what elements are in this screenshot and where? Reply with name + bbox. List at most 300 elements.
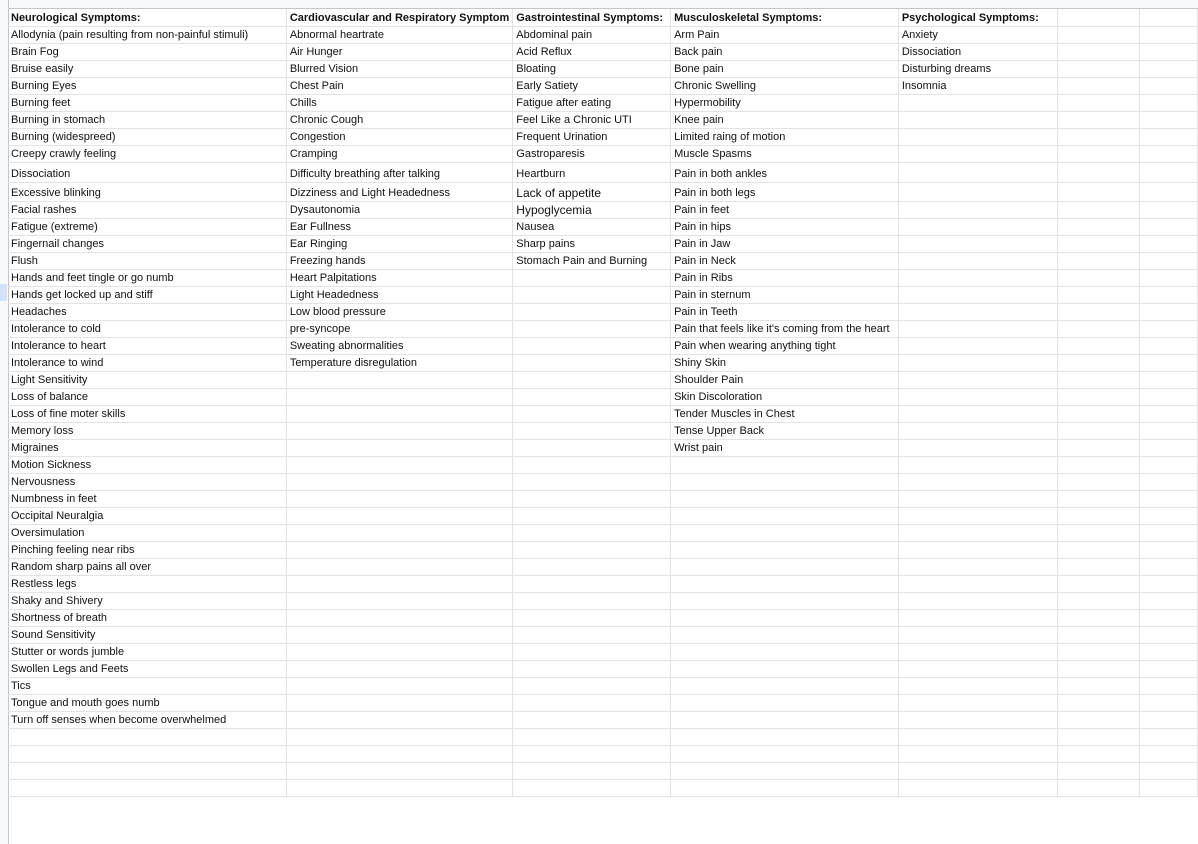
cell[interactable]: Lack of appetite: [513, 182, 671, 201]
cell[interactable]: Chronic Cough: [286, 111, 512, 128]
cell[interactable]: Pain in feet: [671, 201, 899, 218]
cell[interactable]: [898, 218, 1057, 235]
cell[interactable]: [898, 728, 1057, 745]
cell[interactable]: [898, 473, 1057, 490]
cell[interactable]: [286, 456, 512, 473]
cell[interactable]: Tics: [8, 677, 286, 694]
cell[interactable]: Gastroparesis: [513, 145, 671, 162]
cell[interactable]: [898, 711, 1057, 728]
cell[interactable]: [1140, 252, 1198, 269]
cell[interactable]: [286, 524, 512, 541]
cell[interactable]: [671, 524, 899, 541]
cell[interactable]: [671, 456, 899, 473]
cell[interactable]: Cramping: [286, 145, 512, 162]
cell[interactable]: [1058, 26, 1140, 43]
cell[interactable]: [286, 371, 512, 388]
cell[interactable]: [671, 507, 899, 524]
cell[interactable]: [1058, 303, 1140, 320]
cell[interactable]: [898, 354, 1057, 371]
cell[interactable]: [1058, 60, 1140, 77]
cell[interactable]: [671, 694, 899, 711]
cell[interactable]: [1058, 541, 1140, 558]
cell[interactable]: Muscle Spasms: [671, 145, 899, 162]
cell[interactable]: [286, 558, 512, 575]
cell[interactable]: [671, 728, 899, 745]
cell[interactable]: [898, 779, 1057, 796]
cell[interactable]: Pain in Teeth: [671, 303, 899, 320]
cell[interactable]: [286, 405, 512, 422]
cell[interactable]: Excessive blinking: [8, 182, 286, 201]
cell[interactable]: Pain that feels like it's coming from the heart: [671, 320, 899, 337]
cell[interactable]: [1058, 252, 1140, 269]
cell[interactable]: Hands and feet tingle or go numb: [8, 269, 286, 286]
cell[interactable]: [513, 558, 671, 575]
cell[interactable]: [286, 473, 512, 490]
cell[interactable]: [898, 252, 1057, 269]
cell[interactable]: [1140, 694, 1198, 711]
cell[interactable]: [1058, 490, 1140, 507]
cell[interactable]: Blurred Vision: [286, 60, 512, 77]
cell[interactable]: [671, 660, 899, 677]
cell[interactable]: [286, 643, 512, 660]
cell[interactable]: [1140, 303, 1198, 320]
cell[interactable]: Pinching feeling near ribs: [8, 541, 286, 558]
cell[interactable]: Light Sensitivity: [8, 371, 286, 388]
cell[interactable]: Numbness in feet: [8, 490, 286, 507]
cell[interactable]: [1058, 609, 1140, 626]
column-header-cell[interactable]: Cardiovascular and Respiratory Symptom: [286, 9, 512, 26]
cell[interactable]: [898, 162, 1057, 182]
cell[interactable]: [1140, 337, 1198, 354]
cell[interactable]: Fingernail changes: [8, 235, 286, 252]
cell[interactable]: [1140, 439, 1198, 456]
cell[interactable]: [1140, 677, 1198, 694]
cell[interactable]: Heartburn: [513, 162, 671, 182]
cell[interactable]: pre-syncope: [286, 320, 512, 337]
cell[interactable]: [513, 524, 671, 541]
cell[interactable]: Turn off senses when become overwhelmed: [8, 711, 286, 728]
cell[interactable]: [513, 507, 671, 524]
cell[interactable]: [1140, 422, 1198, 439]
cell[interactable]: [671, 762, 899, 779]
cell[interactable]: [1140, 182, 1198, 201]
cell[interactable]: Chronic Swelling: [671, 77, 899, 94]
cell[interactable]: Allodynia (pain resulting from non-painful stimuli): [8, 26, 286, 43]
cell[interactable]: [1140, 575, 1198, 592]
cell[interactable]: [513, 473, 671, 490]
cell[interactable]: [1058, 111, 1140, 128]
cell[interactable]: [1058, 286, 1140, 303]
cell[interactable]: [1058, 745, 1140, 762]
cell[interactable]: Sound Sensitivity: [8, 626, 286, 643]
cell[interactable]: [898, 320, 1057, 337]
cell[interactable]: [898, 609, 1057, 626]
cell[interactable]: [1140, 26, 1198, 43]
cell[interactable]: [1140, 77, 1198, 94]
cell[interactable]: [898, 745, 1057, 762]
cell[interactable]: Tense Upper Back: [671, 422, 899, 439]
cell[interactable]: [671, 745, 899, 762]
cell[interactable]: Insomnia: [898, 77, 1057, 94]
cell[interactable]: [1140, 235, 1198, 252]
cell[interactable]: Pain when wearing anything tight: [671, 337, 899, 354]
cell[interactable]: [286, 745, 512, 762]
cell[interactable]: [513, 269, 671, 286]
cell[interactable]: Creepy crawly feeling: [8, 145, 286, 162]
cell[interactable]: [1140, 354, 1198, 371]
cell[interactable]: [1140, 779, 1198, 796]
cell[interactable]: [1058, 643, 1140, 660]
cell[interactable]: Abnormal heartrate: [286, 26, 512, 43]
cell[interactable]: Chills: [286, 94, 512, 111]
cell[interactable]: Pain in Jaw: [671, 235, 899, 252]
cell[interactable]: [1058, 660, 1140, 677]
cell[interactable]: [671, 558, 899, 575]
cell[interactable]: Abdominal pain: [513, 26, 671, 43]
cell[interactable]: [513, 286, 671, 303]
cell[interactable]: Dizziness and Light Headedness: [286, 182, 512, 201]
cell[interactable]: Restless legs: [8, 575, 286, 592]
cell[interactable]: [1140, 371, 1198, 388]
cell[interactable]: [286, 609, 512, 626]
cell[interactable]: [286, 660, 512, 677]
cell[interactable]: Skin Discoloration: [671, 388, 899, 405]
cell[interactable]: [513, 320, 671, 337]
cell[interactable]: [286, 779, 512, 796]
cell[interactable]: [671, 490, 899, 507]
cell[interactable]: [671, 626, 899, 643]
cell[interactable]: Hypermobility: [671, 94, 899, 111]
cell[interactable]: [898, 762, 1057, 779]
cell[interactable]: [513, 388, 671, 405]
cell[interactable]: [898, 660, 1057, 677]
cell[interactable]: Intolerance to cold: [8, 320, 286, 337]
cell[interactable]: [671, 677, 899, 694]
cell[interactable]: [1058, 218, 1140, 235]
cell[interactable]: Dissociation: [898, 43, 1057, 60]
cell[interactable]: Loss of fine moter skills: [8, 405, 286, 422]
cell[interactable]: [671, 609, 899, 626]
cell[interactable]: [513, 677, 671, 694]
cell[interactable]: Difficulty breathing after talking: [286, 162, 512, 182]
cell[interactable]: [898, 643, 1057, 660]
cell[interactable]: Back pain: [671, 43, 899, 60]
cell[interactable]: Frequent Urination: [513, 128, 671, 145]
cell[interactable]: [513, 592, 671, 609]
cell[interactable]: [1140, 660, 1198, 677]
cell[interactable]: [1058, 388, 1140, 405]
cell[interactable]: [1058, 456, 1140, 473]
cell[interactable]: [1140, 162, 1198, 182]
cell[interactable]: [898, 145, 1057, 162]
cell[interactable]: [286, 388, 512, 405]
cell[interactable]: Burning feet: [8, 94, 286, 111]
cell[interactable]: [513, 779, 671, 796]
cell[interactable]: [513, 354, 671, 371]
cell[interactable]: [8, 779, 286, 796]
cell[interactable]: Swollen Legs and Feets: [8, 660, 286, 677]
cell[interactable]: [898, 558, 1057, 575]
cell[interactable]: [286, 728, 512, 745]
cell[interactable]: Temperature disregulation: [286, 354, 512, 371]
cell[interactable]: Knee pain: [671, 111, 899, 128]
cell[interactable]: [898, 337, 1057, 354]
cell[interactable]: [1058, 728, 1140, 745]
cell[interactable]: [898, 388, 1057, 405]
column-header-cell[interactable]: [1140, 9, 1198, 26]
cell[interactable]: Ear Fullness: [286, 218, 512, 235]
cell[interactable]: Freezing hands: [286, 252, 512, 269]
cell[interactable]: [513, 643, 671, 660]
cell[interactable]: [898, 507, 1057, 524]
cell[interactable]: Chest Pain: [286, 77, 512, 94]
cell[interactable]: Pain in both ankles: [671, 162, 899, 182]
cell[interactable]: [1058, 439, 1140, 456]
cell[interactable]: [1140, 43, 1198, 60]
cell[interactable]: [1058, 592, 1140, 609]
cell[interactable]: [1058, 575, 1140, 592]
column-header-strip[interactable]: [0, 0, 1198, 9]
cell[interactable]: Headaches: [8, 303, 286, 320]
cell[interactable]: [898, 182, 1057, 201]
cell[interactable]: Pain in sternum: [671, 286, 899, 303]
cell[interactable]: [1140, 762, 1198, 779]
cell[interactable]: [513, 609, 671, 626]
cell[interactable]: [513, 660, 671, 677]
cell[interactable]: Sharp pains: [513, 235, 671, 252]
cell[interactable]: [513, 337, 671, 354]
cell[interactable]: [286, 439, 512, 456]
cell[interactable]: Limited raing of motion: [671, 128, 899, 145]
cell[interactable]: [1058, 711, 1140, 728]
cell[interactable]: Tongue and mouth goes numb: [8, 694, 286, 711]
cell[interactable]: Shortness of breath: [8, 609, 286, 626]
cell[interactable]: [898, 456, 1057, 473]
cell[interactable]: [513, 745, 671, 762]
cell[interactable]: [1140, 405, 1198, 422]
cell[interactable]: Bone pain: [671, 60, 899, 77]
cell[interactable]: Low blood pressure: [286, 303, 512, 320]
cell[interactable]: [898, 128, 1057, 145]
cell[interactable]: [513, 541, 671, 558]
cell[interactable]: [1140, 286, 1198, 303]
column-header-cell[interactable]: Musculoskeletal Symptoms:: [671, 9, 899, 26]
cell[interactable]: [513, 303, 671, 320]
cell[interactable]: [1058, 128, 1140, 145]
cell[interactable]: [1140, 269, 1198, 286]
cell[interactable]: [286, 541, 512, 558]
cell[interactable]: Nausea: [513, 218, 671, 235]
cell[interactable]: Feel Like a Chronic UTI: [513, 111, 671, 128]
cell[interactable]: Oversimulation: [8, 524, 286, 541]
cell[interactable]: [671, 711, 899, 728]
cell[interactable]: [1140, 145, 1198, 162]
cell[interactable]: [898, 694, 1057, 711]
cell[interactable]: [1058, 762, 1140, 779]
cell[interactable]: [898, 94, 1057, 111]
cell[interactable]: Bloating: [513, 60, 671, 77]
cell[interactable]: Arm Pain: [671, 26, 899, 43]
cell[interactable]: [1140, 728, 1198, 745]
cell[interactable]: [286, 422, 512, 439]
cell[interactable]: [1058, 320, 1140, 337]
cell[interactable]: [513, 711, 671, 728]
cell[interactable]: [1058, 422, 1140, 439]
cell[interactable]: [513, 762, 671, 779]
cell[interactable]: Memory loss: [8, 422, 286, 439]
cell[interactable]: [671, 541, 899, 558]
cell[interactable]: [513, 490, 671, 507]
cell[interactable]: [1140, 626, 1198, 643]
cell[interactable]: Dissociation: [8, 162, 286, 182]
cell[interactable]: [898, 524, 1057, 541]
cell[interactable]: Random sharp pains all over: [8, 558, 286, 575]
cell[interactable]: Shaky and Shivery: [8, 592, 286, 609]
cell[interactable]: Fatigue (extreme): [8, 218, 286, 235]
cell[interactable]: [1058, 507, 1140, 524]
cell[interactable]: Sweating abnormalities: [286, 337, 512, 354]
cell[interactable]: Dysautonomia: [286, 201, 512, 218]
cell[interactable]: [513, 371, 671, 388]
cell[interactable]: [898, 490, 1057, 507]
cell[interactable]: [1058, 626, 1140, 643]
cell[interactable]: [286, 575, 512, 592]
cell[interactable]: Early Satiety: [513, 77, 671, 94]
cell[interactable]: [1140, 745, 1198, 762]
cell[interactable]: [8, 728, 286, 745]
cell[interactable]: Air Hunger: [286, 43, 512, 60]
cell[interactable]: Migraines: [8, 439, 286, 456]
cell[interactable]: Disturbing dreams: [898, 60, 1057, 77]
cell[interactable]: [671, 473, 899, 490]
cell[interactable]: [1058, 94, 1140, 111]
cell[interactable]: Ear Ringing: [286, 235, 512, 252]
cell[interactable]: [898, 286, 1057, 303]
cell[interactable]: [286, 507, 512, 524]
cell[interactable]: [1058, 162, 1140, 182]
cell[interactable]: Hands get locked up and stiff: [8, 286, 286, 303]
cell[interactable]: [1058, 182, 1140, 201]
cell[interactable]: [671, 592, 899, 609]
cell[interactable]: [1140, 711, 1198, 728]
cell[interactable]: Stutter or words jumble: [8, 643, 286, 660]
cell[interactable]: [513, 575, 671, 592]
cell[interactable]: [1058, 558, 1140, 575]
cell[interactable]: [513, 439, 671, 456]
cell[interactable]: [1058, 269, 1140, 286]
cell[interactable]: [1140, 320, 1198, 337]
cell[interactable]: [898, 541, 1057, 558]
cell[interactable]: [1140, 643, 1198, 660]
cell[interactable]: [513, 456, 671, 473]
cell[interactable]: [898, 575, 1057, 592]
cell[interactable]: [1140, 524, 1198, 541]
cell[interactable]: Facial rashes: [8, 201, 286, 218]
cell[interactable]: [286, 677, 512, 694]
cell[interactable]: Burning Eyes: [8, 77, 286, 94]
cell[interactable]: Anxiety: [898, 26, 1057, 43]
cell[interactable]: [898, 303, 1057, 320]
cell[interactable]: [1140, 507, 1198, 524]
cell[interactable]: [1140, 558, 1198, 575]
cell[interactable]: [1140, 541, 1198, 558]
cell[interactable]: [513, 694, 671, 711]
cell[interactable]: [513, 626, 671, 643]
cell[interactable]: [1140, 490, 1198, 507]
cell[interactable]: [1140, 456, 1198, 473]
cell[interactable]: [1140, 218, 1198, 235]
cell[interactable]: [1058, 145, 1140, 162]
cell[interactable]: [898, 422, 1057, 439]
cell[interactable]: [671, 643, 899, 660]
cell[interactable]: [1140, 473, 1198, 490]
cell[interactable]: [898, 371, 1057, 388]
cell[interactable]: Intolerance to wind: [8, 354, 286, 371]
cell[interactable]: Tender Muscles in Chest: [671, 405, 899, 422]
cell[interactable]: [1140, 592, 1198, 609]
cell[interactable]: [1058, 779, 1140, 796]
cell[interactable]: [1140, 388, 1198, 405]
cell[interactable]: Heart Palpitations: [286, 269, 512, 286]
cell[interactable]: [898, 626, 1057, 643]
cell[interactable]: [1058, 371, 1140, 388]
cell[interactable]: Shoulder Pain: [671, 371, 899, 388]
cell[interactable]: Nervousness: [8, 473, 286, 490]
column-header-cell[interactable]: Neurological Symptoms:: [8, 9, 286, 26]
cell[interactable]: [1140, 201, 1198, 218]
cell[interactable]: Acid Reflux: [513, 43, 671, 60]
cell[interactable]: [898, 235, 1057, 252]
cell[interactable]: Shiny Skin: [671, 354, 899, 371]
cell[interactable]: Motion Sickness: [8, 456, 286, 473]
cell[interactable]: [1140, 94, 1198, 111]
cell[interactable]: Fatigue after eating: [513, 94, 671, 111]
cell[interactable]: Brain Fog: [8, 43, 286, 60]
cell[interactable]: Pain in Ribs: [671, 269, 899, 286]
cell[interactable]: [286, 490, 512, 507]
column-header-cell[interactable]: Psychological Symptoms:: [898, 9, 1057, 26]
cell[interactable]: Occipital Neuralgia: [8, 507, 286, 524]
cell[interactable]: [1140, 609, 1198, 626]
cell[interactable]: [898, 269, 1057, 286]
cell[interactable]: [1058, 337, 1140, 354]
cell[interactable]: [671, 575, 899, 592]
cell[interactable]: [898, 677, 1057, 694]
cell[interactable]: [671, 779, 899, 796]
cell[interactable]: [286, 626, 512, 643]
column-header-cell[interactable]: Gastrointestinal Symptoms:: [513, 9, 671, 26]
cell[interactable]: Pain in Neck: [671, 252, 899, 269]
cell[interactable]: Flush: [8, 252, 286, 269]
cell[interactable]: [1058, 524, 1140, 541]
cell[interactable]: [1058, 235, 1140, 252]
cell[interactable]: [898, 201, 1057, 218]
cell[interactable]: Pain in both legs: [671, 182, 899, 201]
cell[interactable]: Wrist pain: [671, 439, 899, 456]
cell[interactable]: [1058, 77, 1140, 94]
cell[interactable]: Burning (widespreed): [8, 128, 286, 145]
cell[interactable]: [513, 422, 671, 439]
cell[interactable]: [1058, 43, 1140, 60]
cell[interactable]: Burning in stomach: [8, 111, 286, 128]
cell[interactable]: Stomach Pain and Burning: [513, 252, 671, 269]
cell[interactable]: [513, 405, 671, 422]
cell[interactable]: [1140, 128, 1198, 145]
cell[interactable]: [898, 439, 1057, 456]
cell[interactable]: [898, 405, 1057, 422]
cell[interactable]: [1140, 111, 1198, 128]
cell[interactable]: Light Headedness: [286, 286, 512, 303]
